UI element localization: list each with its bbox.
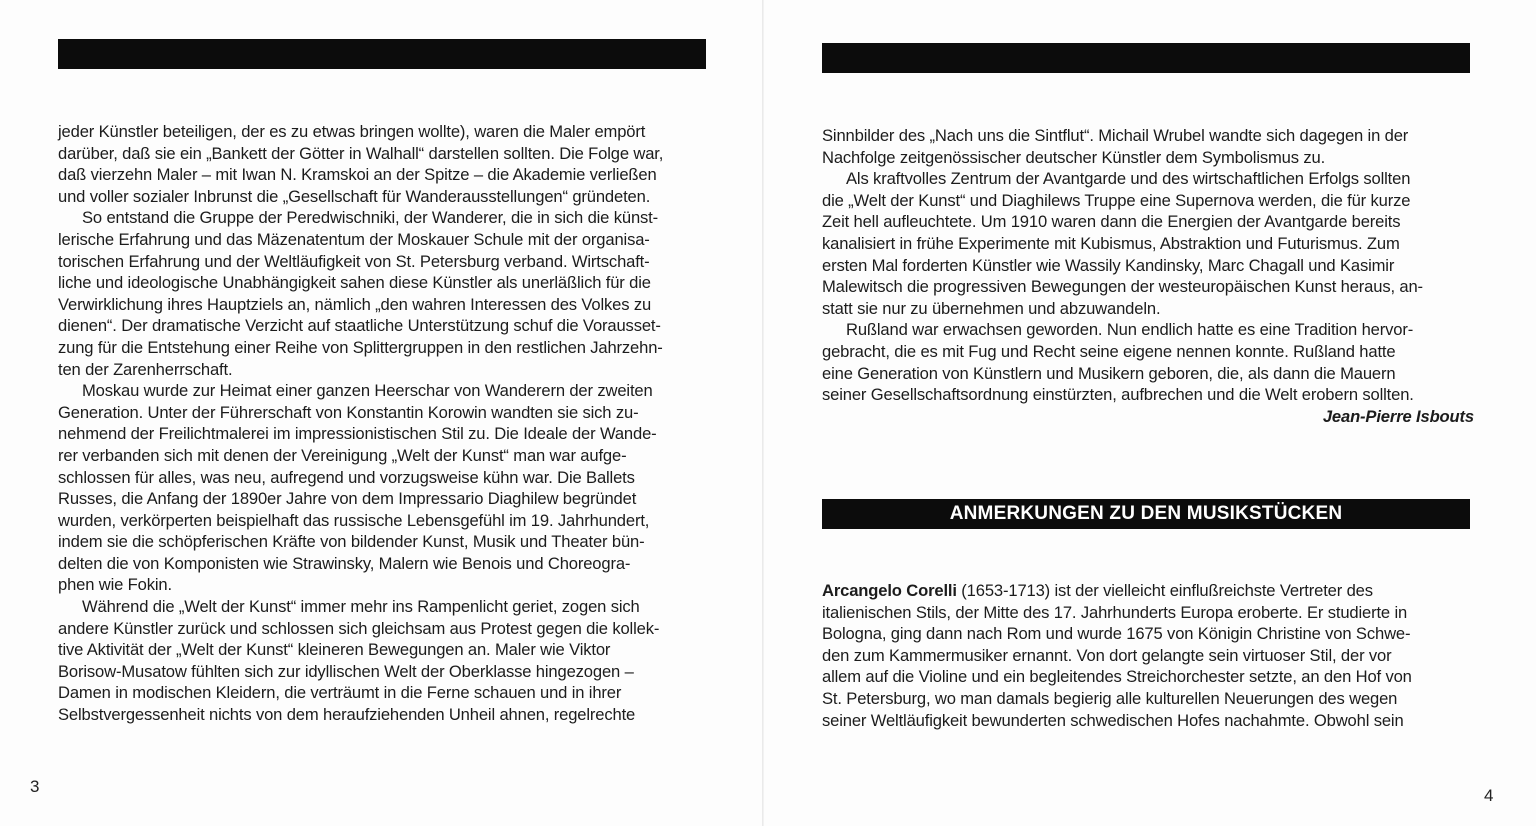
text-line	[822, 580, 1474, 602]
text-line: indem sie die schöpferischen Kräfte von bildender Kunst, Musik und Theater bün-	[58, 532, 645, 552]
text-line: Selbstvergessenheit nichts von dem heraufziehenden Unheil ahnen, regelrechte	[58, 705, 636, 725]
text-line: gebracht, die es mit Fug und Recht seine eigene nennen konnte. Rußland hatte	[822, 341, 1396, 361]
text-line: Bologna, ging dann nach Rom und wurde 1675 von Königin Christine von Schwe-	[822, 624, 1411, 644]
text-line: Malewitsch die progressiven Bewegungen der westeuropäischen Kunst heraus, an-	[822, 277, 1423, 297]
text-line: Sinnbilder des „Nach uns die Sintflut“. Michail Wrubel wandte sich dagegen in der	[822, 126, 1409, 145]
text-line: torischen Erfahrung und der Weltläufigkeit von St. Petersburg verband. Wirtschaft-	[58, 251, 650, 271]
text-line: lerische Erfahrung und das Mäzenatentum der Moskauer Schule mit der organisa-	[58, 229, 650, 249]
text-line: die „Welt der Kunst“ und Diaghilews Truppe eine Supernova werden, die für kurze	[822, 190, 1411, 210]
text-line: daß vierzehn Maler – mit Iwan N. Kramskoi an der Spitze – die Akademie verließen	[58, 165, 657, 185]
text-line: tive Aktivität der „Welt der Kunst“ kleineren Bewegungen an. Maler wie Viktor	[58, 640, 611, 660]
text-line: Während die „Welt der Kunst“ immer mehr ins Rampenlicht geriet, zogen sich	[82, 597, 640, 617]
text-line: Rußland war erwachsen geworden. Nun endlich hatte es eine Tradition hervor-	[846, 320, 1414, 340]
left-header-bar	[58, 39, 706, 69]
text-line: statt sie nur zu übernehmen und abzuwandeln.	[822, 298, 1161, 318]
text-line: allem auf die Violine und ein begleitendes Streichorchester setzte, an den Hof von	[822, 667, 1412, 687]
author-signature: Jean-Pierre Isbouts	[1322, 406, 1474, 426]
text-line: Als kraftvolles Zentrum der Avantgarde und des wirtschaftlichen Erfolgs sollten	[846, 169, 1411, 189]
text-line: Zeit hell aufleuchtete. Um 1910 waren dann die Energien der Avantgarde bereits	[822, 212, 1401, 232]
text-line: phen wie Fokin.	[58, 575, 172, 595]
left-body-text	[58, 121, 710, 726]
text-line: kanalisiert in frühe Experimente mit Kubismus, Abstraktion und Futurismus. Zum	[822, 233, 1400, 253]
right-header-bar	[822, 43, 1470, 73]
text-line: und voller sozialer Inbrunst die „Gesellschaft für Wanderausstellungen“ gründeten.	[58, 186, 651, 206]
left-page	[0, 0, 764, 826]
text-line: dienen“. Der dramatische Verzicht auf staatliche Unterstützung schuf die Vorausset-	[58, 316, 661, 336]
text-line: zung für die Entstehung einer Reihe von Splittergruppen in den restlichen Jahrzehn-	[58, 337, 663, 357]
text-line: italienischen Stils, der Mitte des 17. Jahrhunderts Europa eroberte. Er studierte in	[822, 602, 1408, 622]
text-line: Moskau wurde zur Heimat einer ganzen Heerschar von Wanderern der zweiten	[82, 381, 653, 401]
text-line: andere Künstler zurück und schlossen sich gleichsam aus Protest gegen die kollek-	[58, 618, 660, 638]
text-line: delten die von Komponisten wie Strawinsky, Malern wie Benois und Choreogra-	[58, 553, 631, 573]
text-line: seiner Gesellschaftsordnung einstürzten, aufbrechen und die Welt erobern sollten.	[822, 385, 1414, 405]
page-number-right: 4	[1484, 786, 1494, 805]
right-body-text	[822, 125, 1474, 427]
page-number-left: 3	[30, 777, 40, 796]
text-line: schlossen für alles, was neu, aufregend und vorzugsweise kühn war. Die Ballets	[58, 467, 635, 487]
composer-intro: (1653-1713) ist der vielleicht einflußreichste Vertreter des	[956, 581, 1373, 600]
text-line: seiner Weltläufigkeit bewunderten schwedischen Hofes nachahmte. Obwohl sein	[822, 710, 1404, 730]
text-line: Borisow-Musatow fühlten sich zur idyllischen Welt der Oberklasse hingezogen –	[58, 661, 634, 681]
text-line: St. Petersburg, wo man damals begierig alle kulturellen Neuerungen des wegen	[822, 688, 1398, 708]
text-line: nehmend der Freilichtmalerei im impressionistischen Stil zu. Die Ideale der Wande-	[58, 424, 657, 444]
text-line: Verwirklichung ihres Hauptziels an, nämlich „den wahren Interessen des Volkes zu	[58, 294, 652, 314]
text-line: den zum Kammermusiker ernannt. Von dort gelangte sein virtuoser Stil, der vor	[822, 645, 1392, 665]
text-line: Nachfolge zeitgenössischer deutscher Künstler dem Symbolismus zu.	[822, 147, 1326, 167]
text-line: So entstand die Gruppe der Peredwischniki, der Wanderer, die in sich die künst-	[82, 208, 659, 228]
text-line: jeder Künstler beteiligen, der es zu etwas bringen wollte), waren die Maler empört	[58, 122, 646, 141]
text-line: wurden, verkörperten beispielhaft das russische Lebensgefühl im 19. Jahrhundert,	[58, 510, 650, 530]
text-line: Generation. Unter der Führerschaft von Konstantin Korowin wandten sie sich zu-	[58, 402, 639, 422]
text-line: Damen in modischen Kleidern, die verträumt in die Ferne schauen und in ihrer	[58, 683, 622, 703]
text-line: Russes, die Anfang der 1890er Jahre von dem Impressario Diaghilew begründet	[58, 489, 637, 509]
section-heading: ANMERKUNGEN ZU DEN MUSIKSTÜCKEN	[822, 499, 1470, 529]
text-line: eine Generation von Künstlern und Musikern geboren, die, als dann die Mauern	[822, 363, 1396, 383]
text-line: liche und ideologische Unabhängigkeit sahen diese Künstler als unerläßlich für die	[58, 273, 651, 293]
text-line: ersten Mal forderten Künstler wie Wassily Kandinsky, Marc Chagall und Kasimir	[822, 255, 1395, 275]
text-line: ten der Zarenherrschaft.	[58, 359, 233, 379]
text-line: darüber, daß sie ein „Bankett der Götter in Walhall“ darstellen sollten. Die Folge war,	[58, 143, 664, 163]
music-notes-text	[822, 580, 1474, 731]
composer-name: Arcangelo Corelli	[822, 581, 957, 600]
text-line: rer verbanden sich mit denen der Vereinigung „Welt der Kunst“ man war aufge-	[58, 445, 627, 465]
